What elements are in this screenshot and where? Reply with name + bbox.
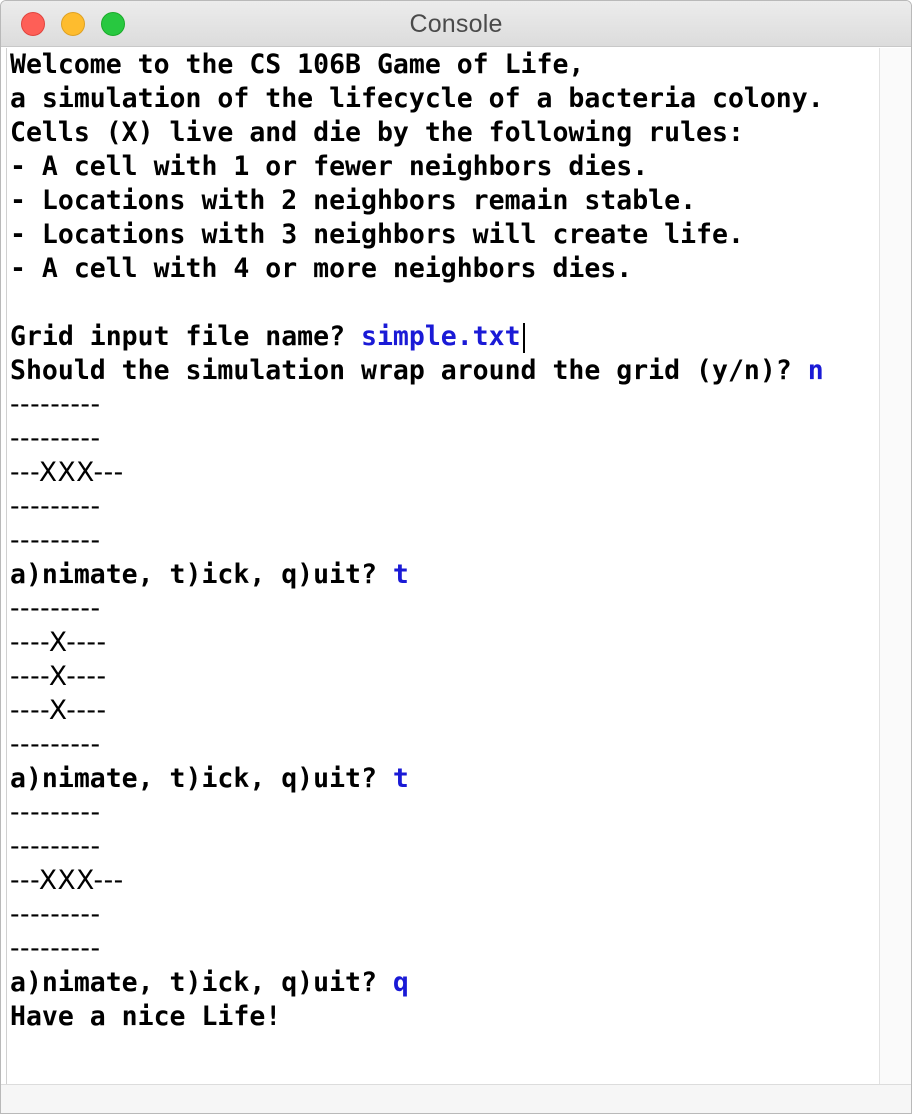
text-cursor — [523, 323, 525, 353]
title-bar[interactable] — [1, 1, 911, 47]
welcome-line: a simulation of the lifecycle of a bacteria colony. — [10, 83, 824, 114]
grid-row: ----X---- — [10, 695, 107, 726]
action-prompt: a)nimate, t)ick, q)uit? — [10, 967, 393, 998]
rule-line: - A cell with 1 or fewer neighbors dies. — [10, 151, 649, 182]
grid-row: --------- — [10, 933, 101, 964]
grid-row: ----X---- — [10, 627, 107, 658]
rule-line: - Locations with 2 neighbors remain stable. — [10, 185, 697, 216]
grid-row: --------- — [10, 423, 101, 454]
grid-row: --------- — [10, 389, 101, 420]
wrap-input: n — [807, 355, 824, 386]
grid-row: --------- — [10, 593, 101, 624]
wrap-prompt: Should the simulation wrap around the grid (y/n)? — [10, 355, 808, 386]
vertical-scrollbar[interactable] — [879, 48, 912, 1084]
goodbye-line: Have a nice Life! — [10, 1001, 282, 1032]
grid-row: ----X---- — [10, 661, 107, 692]
blank-line — [10, 286, 824, 320]
grid-row: --------- — [10, 491, 101, 522]
bottom-bar — [1, 1084, 911, 1114]
action-prompt: a)nimate, t)ick, q)uit? — [10, 559, 393, 590]
wrap-prompt-line — [10, 354, 824, 388]
console-output-area[interactable] — [6, 48, 879, 1084]
grid-row: --------- — [10, 729, 101, 760]
rule-line: - Locations with 3 neighbors will create life. — [10, 219, 744, 250]
action-prompt-line — [10, 966, 824, 1000]
filename-input: simple.txt — [361, 321, 521, 352]
grid-row: --------- — [10, 831, 101, 862]
grid-row: --------- — [10, 899, 101, 930]
window-title: Console — [409, 10, 503, 38]
action-prompt: a)nimate, t)ick, q)uit? — [10, 763, 393, 794]
grid-row: ---XXX--- — [10, 457, 124, 488]
grid-row: --------- — [10, 797, 101, 828]
filename-prompt-line — [10, 320, 824, 354]
filename-prompt: Grid input file name? — [10, 321, 361, 352]
action-prompt-line — [10, 762, 824, 796]
action-input: t — [392, 559, 409, 590]
action-prompt-line — [10, 558, 824, 592]
welcome-line: Welcome to the CS 106B Game of Life, — [10, 49, 585, 80]
grid-row: ---XXX--- — [10, 865, 124, 896]
action-input: t — [392, 763, 409, 794]
grid-row: --------- — [10, 525, 101, 556]
rule-line: - A cell with 4 or more neighbors dies. — [10, 253, 633, 284]
welcome-line: Cells (X) live and die by the following rules: — [10, 117, 744, 148]
action-input: q — [392, 967, 409, 998]
